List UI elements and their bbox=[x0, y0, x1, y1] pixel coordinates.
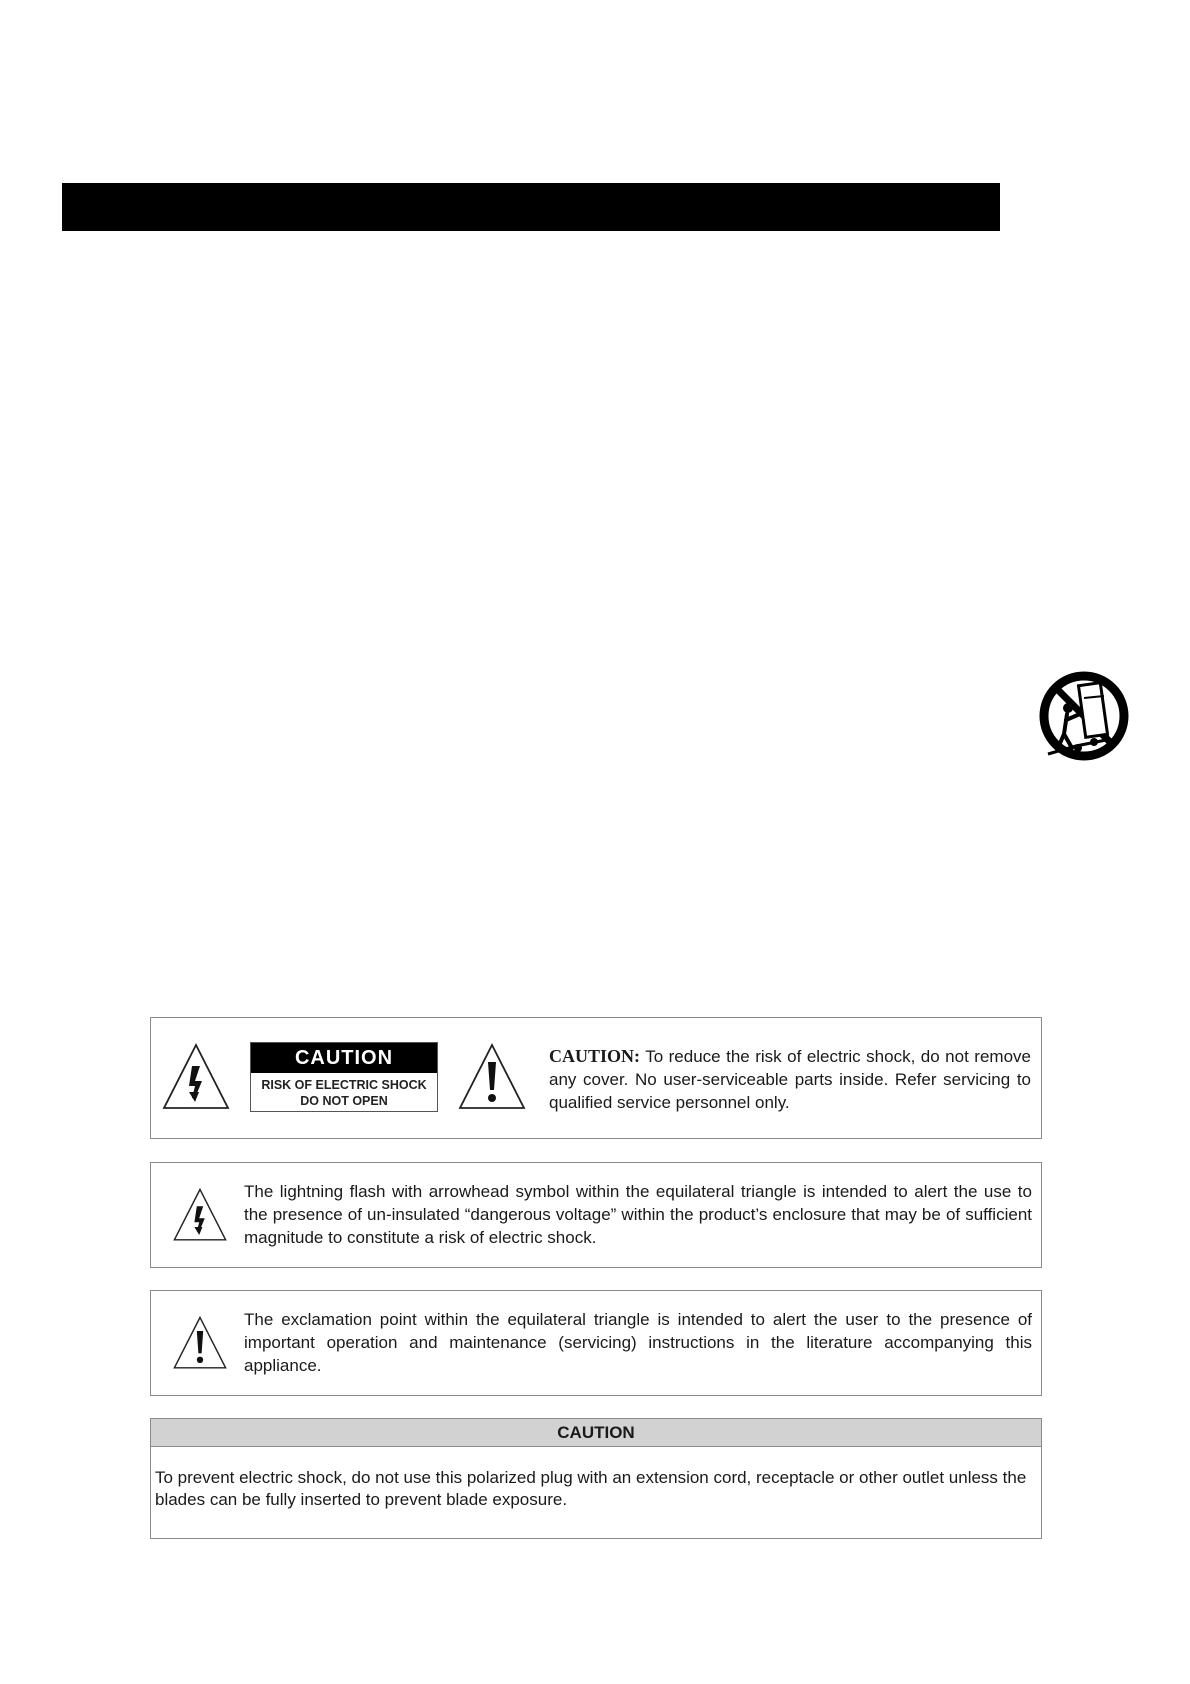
shock-caution-text bbox=[549, 1045, 1031, 1114]
exclamation-triangle-icon bbox=[457, 1042, 527, 1112]
exclamation-triangle-icon bbox=[171, 1315, 229, 1371]
caution-body: To reduce the risk of electric shock, do not remove any cover. No user-serviceable parts inside. Refer servicing to qualified service personnel only. bbox=[549, 1047, 1031, 1112]
lightning-explanation-text: The lightning flash with arrowhead symbol within the equilateral triangle is intended to alert the use to the presence of un-insulated “dangerous voltage” within the product’s enclosure that may be of sufficient magnitude to constitute a risk of electric shock. bbox=[244, 1182, 1032, 1247]
shock-caution-panel bbox=[150, 1017, 1042, 1139]
lightning-triangle-icon bbox=[161, 1042, 231, 1112]
plug-caution-text: To prevent electric shock, do not use this polarized plug with an extension cord, receptacle or other outlet unless the blades can be fully inserted to prevent blade exposure. bbox=[155, 1468, 1027, 1509]
plug-caution-heading: CAUTION bbox=[151, 1419, 1041, 1447]
caution-label-line1: RISK OF ELECTRIC SHOCK bbox=[261, 1078, 427, 1092]
caution-lead: CAUTION: bbox=[549, 1046, 641, 1066]
plug-caution-box bbox=[150, 1418, 1042, 1539]
lightning-explanation-panel bbox=[150, 1162, 1042, 1268]
cart-tip-over-warning-icon bbox=[1036, 668, 1132, 764]
caution-label bbox=[250, 1042, 438, 1112]
lightning-triangle-icon bbox=[171, 1187, 229, 1243]
section-title-bar bbox=[62, 183, 1000, 231]
exclamation-explanation-text: The exclamation point within the equilateral triangle is intended to alert the user to the presence of important operation and maintenance (servicing) instructions in the literature accompanying this appliance. bbox=[244, 1310, 1032, 1375]
caution-label-heading: CAUTION bbox=[251, 1043, 437, 1073]
caution-label-line2: DO NOT OPEN bbox=[300, 1094, 388, 1108]
exclamation-explanation-panel bbox=[150, 1290, 1042, 1396]
